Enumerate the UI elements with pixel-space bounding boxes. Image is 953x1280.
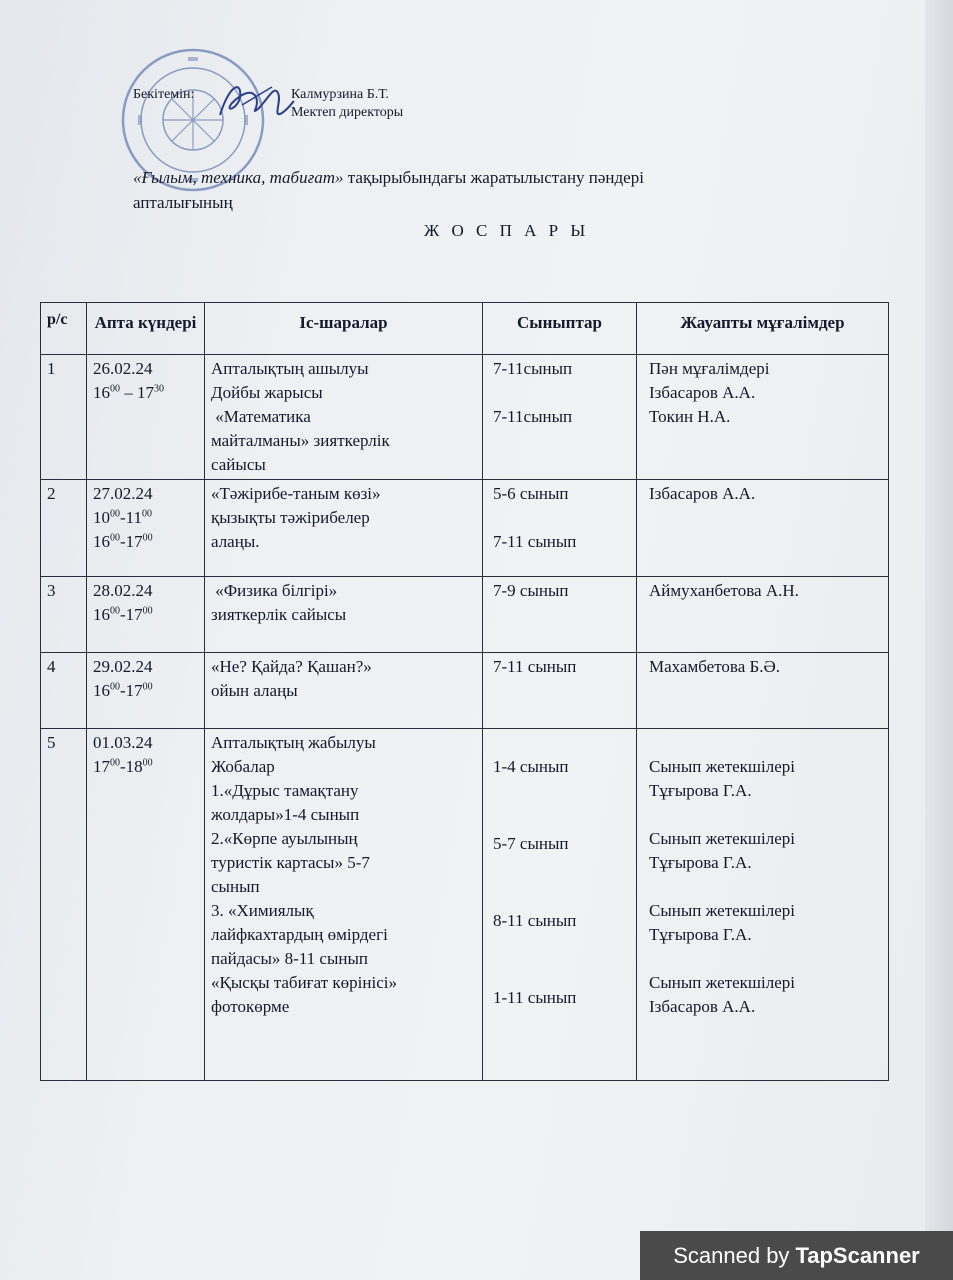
event-time [93,679,198,703]
event-line: «Қысқы табиғат көрінісі» [211,973,397,992]
row-number: 1 [47,359,56,378]
classes-cell [483,577,637,653]
director-position: Мектеп директоры [291,105,404,120]
teacher-line: Тұғырова Г.А. [649,781,752,800]
director-name: Калмурзина Б.Т. [291,87,389,102]
event-line: «Не? Қайда? Қашан?» [211,657,372,676]
event-date: 27.02.24 [93,484,153,503]
event-line: «Физика білгірі» [211,581,338,600]
event-line: 3. «Химиялық [211,901,314,920]
plan-table-body [41,355,889,1081]
date-cell [87,480,205,577]
approval-block [133,85,473,155]
time-hours: 16 [93,383,110,402]
time-hours: 17 [93,757,110,776]
row-number: 3 [47,581,56,600]
class-line: 7-11сынып [493,359,573,378]
time-hours: 18 [125,757,143,776]
time-hours: 17 [125,605,143,624]
row-number-cell [41,480,87,577]
class-line: 7-9 сынып [493,581,569,600]
event-date: 01.03.24 [93,733,153,752]
teacher-line: Пән мұғалімдері [649,359,770,378]
teacher-line: Аймуханбетова А.Н. [649,581,799,600]
teacher-line [649,731,882,755]
table-row [41,729,889,1081]
class-line: 7-11 сынып [493,532,577,551]
event-time [93,381,198,405]
teachers-cell [637,653,889,729]
time-minutes: 00 [110,757,120,769]
header-classes: Сыныптар [483,303,637,355]
event-line: лайфкахтардың өмірдегі [211,925,388,944]
time-separator: - [120,681,126,700]
event-line: Апталықтың жабылуы [211,733,376,752]
event-time [93,506,198,530]
class-line [493,933,630,986]
event-line: фотокөрме [211,997,290,1016]
table-row [41,577,889,653]
event-line: туристік картасы» 5-7 [211,853,370,872]
teacher-line [649,803,882,827]
teacher-line: Сынып жетекшілері [649,901,795,920]
table-header-row [41,303,889,355]
time-hours: 11 [125,508,143,527]
event-line: жолдары»1-4 сынып [211,805,360,824]
class-line: 7-11сынып [493,407,573,426]
time-minutes: 00 [142,532,153,544]
time-minutes: 00 [110,532,120,544]
time-minutes: 30 [154,383,164,395]
row-number: 2 [47,484,56,503]
row-number-cell [41,653,87,729]
classes-cell [483,653,637,729]
plan-table [40,302,889,1081]
teacher-line: Сынып жетекшілері [649,757,795,776]
events-cell [205,577,483,653]
events-cell [205,729,483,1081]
time-hours: 16 [93,605,110,624]
event-line: Дойбы жарысы [211,383,323,402]
event-time [93,755,198,779]
teacher-line: Тұғырова Г.А. [649,853,752,872]
teacher-line: Ізбасаров А.А. [649,383,756,402]
teacher-line [649,875,882,899]
header-dates: Апта күндері [87,303,205,355]
row-number-cell [41,577,87,653]
teacher-line [649,947,882,971]
event-line: зияткерлік сайысы [211,605,347,624]
plan-title: Ж О С П А Р Ы [424,221,590,240]
class-line [493,381,630,405]
time-minutes: 00 [142,605,153,617]
class-line [493,731,630,755]
heading-topic: «Ғылым, техника, табиғат» [133,168,344,187]
watermark-brand: TapScanner [795,1242,920,1268]
event-time [93,603,198,627]
class-line: 8-11 сынып [493,911,577,930]
time-minutes: 00 [142,681,153,693]
event-line: алаңы. [211,532,260,551]
teacher-line: Махамбетова Б.Ә. [649,657,781,676]
events-cell [205,355,483,480]
row-number: 5 [47,733,56,752]
event-time [93,530,198,554]
row-number-cell [41,729,87,1081]
classes-cell [483,480,637,577]
teacher-line: Сынып жетекшілері [649,829,795,848]
time-separator: - [120,605,126,624]
header-events: Іс-шаралар [205,303,483,355]
event-line: пайдасы» 8-11 сынып [211,949,369,968]
time-minutes: 00 [142,508,153,520]
teacher-line: Токин Н.А. [649,407,731,426]
event-line: Жобалар [211,757,275,776]
paper-edge [925,0,953,1280]
teacher-line: Ізбасаров А.А. [649,997,756,1016]
time-hours: 17 [125,532,143,551]
classes-cell [483,355,637,480]
class-line: 1-4 сынып [493,757,569,776]
teachers-cell [637,577,889,653]
row-number-cell [41,355,87,480]
row-number: 4 [47,657,56,676]
time-minutes: 00 [110,383,120,395]
event-date: 28.02.24 [93,581,153,600]
watermark-prefix: Scanned by [673,1242,790,1268]
event-date: 26.02.24 [93,359,153,378]
class-line: 5-6 сынып [493,484,569,503]
teacher-line: Тұғырова Г.А. [649,925,752,944]
table-row [41,653,889,729]
table-row [41,480,889,577]
teacher-line: Ізбасаров А.А. [649,484,756,503]
event-line: 1.«Дұрыс тамақтану [211,781,359,800]
time-minutes: 00 [110,605,120,617]
event-date: 29.02.24 [93,657,153,676]
date-cell [87,355,205,480]
class-line: 5-7 сынып [493,834,569,853]
header-teachers: Жауапты мұғалімдер [637,303,889,355]
event-line: қызықты тәжірибелер [211,508,370,527]
class-line: 7-11 сынып [493,657,577,676]
teachers-cell [637,355,889,480]
event-line: ойын алаңы [211,681,298,700]
event-line: «Тәжірибе-таным көзі» [211,484,381,503]
time-hours: 10 [93,508,110,527]
class-line [493,856,630,909]
approval-label: Бекітемін: [133,87,195,102]
class-line [493,506,630,530]
event-line: 2.«Көрпе ауылының [211,829,358,848]
table-row [41,355,889,480]
date-cell [87,577,205,653]
events-cell [205,480,483,577]
scanner-watermark [640,1231,953,1280]
time-minutes: 00 [142,757,153,769]
document-heading [133,165,833,215]
header-num: р/с [41,303,87,355]
class-line: 1-11 сынып [493,988,577,1007]
time-hours: 17 [137,383,154,402]
time-separator: - [120,757,126,776]
time-separator: - [120,532,126,551]
event-line: майталманы» зияткерлік [211,431,390,450]
heading-line2: апталығының [133,193,233,212]
date-cell [87,653,205,729]
time-separator: - [120,508,126,527]
time-minutes: 00 [110,508,120,520]
event-line: сынып [211,877,260,896]
teachers-cell [637,480,889,577]
time-hours: 16 [93,532,110,551]
events-cell [205,653,483,729]
date-cell [87,729,205,1081]
teachers-cell [637,729,889,1081]
time-separator: – [120,383,137,402]
classes-cell [483,729,637,1081]
event-line: сайысы [211,455,266,474]
time-hours: 17 [125,681,143,700]
heading-rest: тақырыбындағы жаратылыстану пәндері [343,168,644,187]
teacher-line: Сынып жетекшілері [649,973,795,992]
event-line: «Математика [211,407,311,426]
event-line: Апталықтың ашылуы [211,359,369,378]
time-hours: 16 [93,681,110,700]
class-line [493,779,630,832]
time-minutes: 00 [110,681,120,693]
